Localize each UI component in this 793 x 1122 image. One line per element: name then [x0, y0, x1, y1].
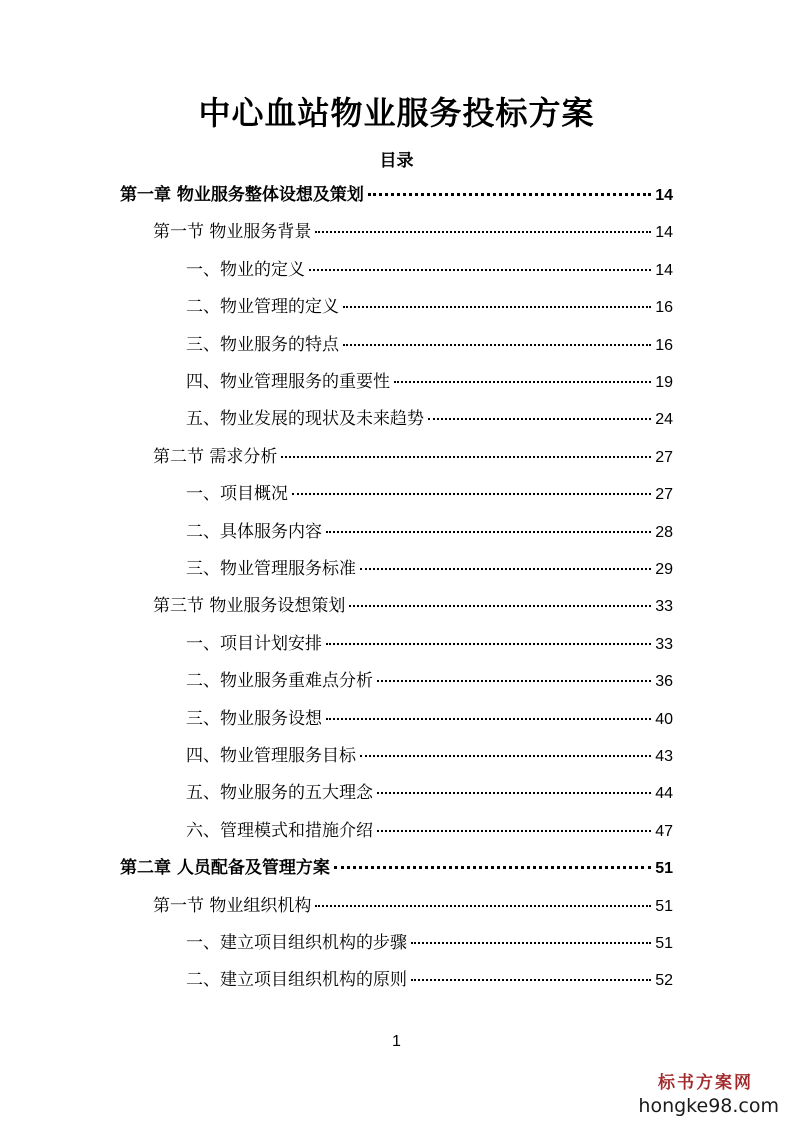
toc-entry-page: 40 — [655, 710, 673, 728]
toc-entry-chapter[interactable] — [120, 180, 673, 206]
toc-entry-section[interactable] — [153, 891, 673, 917]
site-watermark — [638, 1068, 779, 1117]
toc-dot-leader — [343, 343, 651, 346]
toc-entry-subsection[interactable] — [186, 479, 673, 505]
toc-entry-subsection[interactable] — [186, 741, 673, 767]
toc-entry-subsection[interactable] — [186, 517, 673, 543]
toc-dot-leader — [411, 978, 651, 981]
toc-dot-leader — [428, 417, 651, 420]
toc-dot-leader — [377, 829, 651, 832]
toc-dot-leader — [326, 717, 651, 720]
toc-entry-subsection[interactable] — [186, 928, 673, 954]
toc-dot-leader — [315, 904, 651, 907]
toc-entry-subsection[interactable] — [186, 330, 673, 356]
toc-entry-section[interactable] — [153, 591, 673, 617]
toc-entry-page: 14 — [655, 261, 673, 279]
toc-entry-label: 二、物业服务重难点分析 — [186, 671, 373, 692]
toc-dot-leader — [368, 192, 651, 196]
toc-entry-subsection[interactable] — [186, 554, 673, 580]
toc-entry-page: 28 — [655, 523, 673, 541]
toc-entry-label: 一、建立项目组织机构的步骤 — [186, 933, 407, 953]
toc-dot-leader — [292, 492, 651, 495]
toc-entry-subsection[interactable] — [186, 666, 673, 692]
toc-entry-page: 14 — [655, 224, 673, 242]
toc-entry-label: 三、物业服务的特点 — [186, 334, 339, 355]
toc-entry-subsection[interactable] — [186, 704, 673, 730]
toc-dot-leader — [334, 865, 651, 869]
toc-entry-page: 43 — [655, 748, 673, 765]
toc-entry-label: 第一章 物业服务整体设想及策划 — [120, 185, 364, 205]
toc-entry-page: 52 — [655, 972, 673, 990]
toc-entry-page: 36 — [655, 673, 673, 691]
toc-entry-label: 四、物业管理服务目标 — [186, 746, 356, 766]
toc-entry-page: 16 — [655, 336, 673, 354]
toc-entry-page: 51 — [655, 935, 673, 952]
toc-entry-label: 五、物业发展的现状及未来趋势 — [186, 409, 424, 430]
toc-entry-page: 27 — [655, 448, 673, 466]
toc-entry-page: 47 — [655, 822, 673, 840]
toc-dot-leader — [411, 941, 651, 944]
toc-dot-leader — [309, 268, 651, 271]
toc-dot-leader — [315, 230, 651, 233]
toc-entry-page: 16 — [655, 299, 673, 317]
toc-entry-label: 第三节 物业服务设想策划 — [153, 596, 346, 617]
toc-entry-section[interactable] — [153, 442, 673, 468]
toc-dot-leader — [281, 455, 651, 458]
toc-entry-subsection[interactable] — [186, 367, 673, 393]
toc-entry-label: 第二节 需求分析 — [153, 446, 278, 467]
watermark-site-name: 标书方案网 — [658, 1073, 753, 1093]
toc-entry-label: 一、项目计划安排 — [186, 633, 322, 654]
watermark-url: hongke98.com — [638, 1095, 779, 1117]
page-number: 1 — [392, 1033, 401, 1050]
toc-entry-subsection[interactable] — [186, 778, 673, 804]
toc-entry-label: 一、项目概况 — [186, 484, 288, 505]
toc-entry-page: 19 — [655, 374, 673, 391]
toc-entry-page: 29 — [655, 561, 673, 578]
toc-dot-leader — [360, 567, 651, 570]
toc-entry-page: 51 — [655, 860, 673, 878]
toc-entry-label: 第一节 物业服务背景 — [153, 222, 312, 243]
toc-entry-label: 第二章 人员配备及管理方案 — [120, 858, 330, 879]
toc-entry-subsection[interactable] — [186, 629, 673, 655]
toc-entry-page: 44 — [655, 785, 673, 803]
toc-heading: 目录 — [379, 151, 414, 171]
toc-entry-page: 27 — [655, 486, 673, 504]
toc-entry-subsection[interactable] — [186, 816, 673, 842]
toc-dot-leader — [343, 305, 651, 308]
toc-entry-label: 二、建立项目组织机构的原则 — [186, 970, 407, 991]
toc-entry-section[interactable] — [153, 217, 673, 243]
toc-entry-page: 51 — [655, 897, 673, 915]
toc-dot-leader — [360, 754, 651, 757]
toc-entry-subsection[interactable] — [186, 292, 673, 318]
toc-dot-leader — [377, 679, 651, 682]
toc-entry-label: 五、物业服务的五大理念 — [186, 783, 373, 804]
toc-entry-label: 六、管理模式和措施介绍 — [186, 820, 373, 841]
toc-dot-leader — [394, 380, 651, 383]
toc-entry-label: 二、具体服务内容 — [186, 521, 322, 542]
toc-entry-label: 三、物业管理服务标准 — [186, 559, 356, 579]
toc-dot-leader — [349, 604, 651, 607]
toc-dot-leader — [326, 642, 651, 645]
toc-entry-label: 第一节 物业组织机构 — [153, 895, 312, 916]
toc-dot-leader — [326, 530, 651, 533]
document-title: 中心血站物业服务投标方案 — [198, 94, 595, 132]
toc-entry-page: 33 — [655, 635, 673, 653]
toc-entry-page: 33 — [655, 598, 673, 616]
toc-entry-subsection[interactable] — [186, 965, 673, 991]
toc-entry-label: 二、物业管理的定义 — [186, 297, 339, 318]
toc-entry-subsection[interactable] — [186, 255, 673, 281]
toc-entry-page: 14 — [655, 187, 673, 204]
toc-entry-chapter[interactable] — [120, 853, 673, 879]
toc-entry-label: 一、物业的定义 — [186, 259, 305, 280]
toc-entry-label: 三、物业服务设想 — [186, 708, 322, 729]
toc-entry-page: 24 — [655, 411, 673, 429]
toc-entry-subsection[interactable] — [186, 404, 673, 430]
toc-dot-leader — [377, 791, 651, 794]
toc-entry-label: 四、物业管理服务的重要性 — [186, 372, 390, 392]
